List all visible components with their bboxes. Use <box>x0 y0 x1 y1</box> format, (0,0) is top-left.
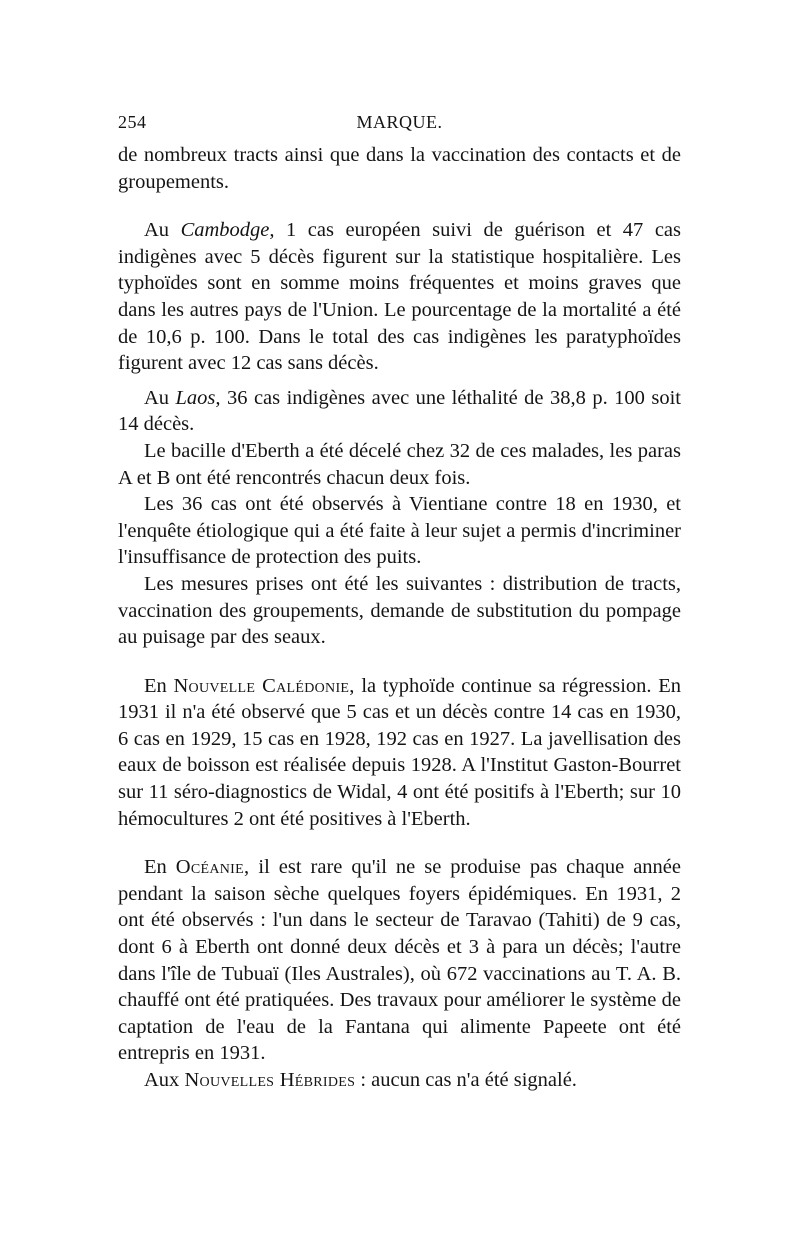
paragraph-lead: En <box>144 856 176 879</box>
paragraph-lead: Au <box>144 386 176 409</box>
paragraph-laos <box>118 385 681 438</box>
paragraph-text: 36 cas indigènes avec une léthalité de 38,8 p. 100 soit 14 décès. <box>118 386 681 436</box>
paragraph-vientiane: Les 36 cas ont été observés à Vientiane contre 18 en 1930, et l'enquête étiologique qui a été faite à leur sujet a permis d'incriminer l'insuffisance de protection des puits. <box>118 493 681 569</box>
place-name-nouvelle-caledonie: Nouvelle Calédonie, <box>173 674 355 697</box>
paragraph-nouvelle-caledonie <box>118 673 681 833</box>
paragraph-text: il est rare qu'il ne se produise pas chaque année pendant la saison sèche quelques foyers épidémiques. En 1931, 2 ont été observés : l'un dans le secteur de Taravao (Tahiti) de 9 cas, dont 6 à Eberth ont donné deux décès et 3 à para un décès; l'autre dans l'île de Tubuaï (Iles Australes), où 672 vaccinations au T. A. B. chauffé ont été pratiquées. Des travaux pour améliorer le système de captation de l'eau de la Fantana qui alimente Papeete ont été entrepris en 1931. <box>118 856 682 1065</box>
running-title: MARQUE. <box>356 112 443 132</box>
place-name-laos: Laos, <box>175 386 221 409</box>
running-header <box>118 112 681 142</box>
paragraph-text: 1 cas européen suivi de guérison et 47 cas indigènes avec 5 décès figurent sur la statistique hospitalière. Les typhoïdes sont en somme moins fréquentes et moins graves que dans les autres pays de l'Union. Le pourcentage de la mortalité a été de 10,6 p. 100. Dans le total des cas indigènes les paratyphoïdes figurent avec 12 cas sans décès. <box>118 219 681 375</box>
place-name-cambodge: Cambodge, <box>180 219 275 242</box>
place-name-nouvelles-hebrides: Nouvelles Hébrides <box>184 1069 356 1091</box>
paragraph-text: : aucun cas n'a été signalé. <box>355 1069 577 1091</box>
paragraph-continuation: de nombreux tracts ainsi que dans la vaccination des contacts et de groupements. <box>118 144 681 193</box>
paragraph-nouvelles-hebrides <box>118 1067 681 1094</box>
paragraph-cambodge <box>118 217 681 377</box>
paragraph-oceanie <box>118 854 681 1067</box>
body-text <box>118 142 681 1094</box>
paragraph-text: la typhoïde continue sa régression. En 1931 il n'a été observé que 5 cas et un décès contre 14 cas en 1930, 6 cas en 1929, 15 cas en 1928, 192 cas en 1927. La javellisation des eaux de boisson est réalisée depuis 1928. A l'Institut Gaston-Bourret sur 11 séro-diagnostics de Widal, 4 ont été positifs à l'Eberth; sur 10 hémocultures 2 ont été positives à l'Eberth. <box>118 674 681 830</box>
paragraph-lead: Au <box>144 219 181 242</box>
paragraph-bacille: Le bacille d'Eberth a été décelé chez 32 de ces malades, les paras A et B ont été rencontrés chacun deux fois. <box>118 439 681 489</box>
page-number: 254 <box>118 112 147 132</box>
paragraph-lead: Aux <box>144 1069 185 1091</box>
place-name-oceanie: Océanie, <box>175 856 250 879</box>
paragraph-lead: En <box>144 674 174 697</box>
paragraph-mesures: Les mesures prises ont été les suivantes : distribution de tracts, vaccination des groupements, demande de substitution du pompage au puisage par des seaux. <box>118 572 681 649</box>
document-page <box>118 112 681 1094</box>
